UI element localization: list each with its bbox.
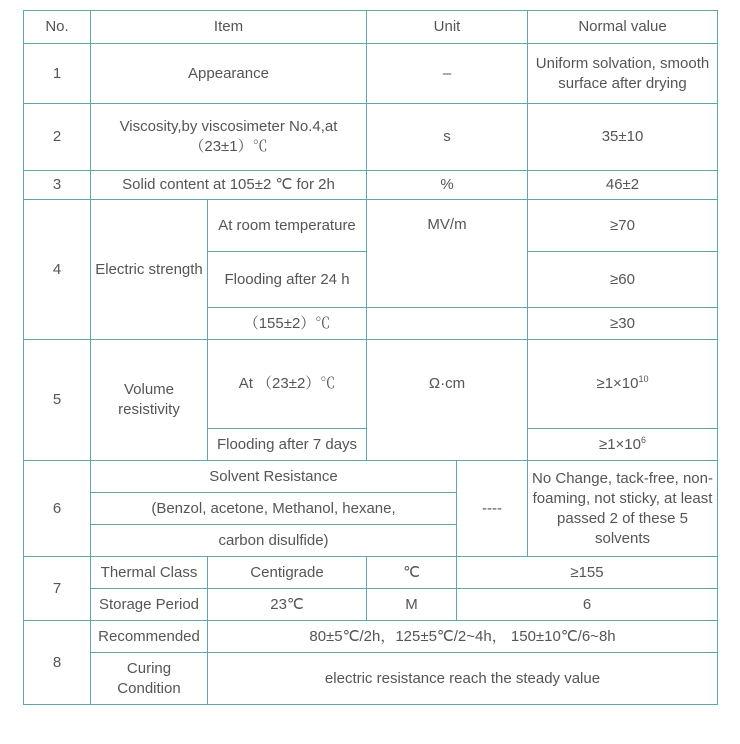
- sub-item-cell: At room temperature: [208, 200, 367, 252]
- item-cell: [91, 340, 208, 461]
- header-normal-value: Normal value: [528, 11, 718, 44]
- row-no: 4: [24, 200, 91, 340]
- sub-item-cell: Flooding after 7 days: [208, 429, 367, 461]
- item-cell: Solvent Resistance: [91, 461, 457, 493]
- row-no: 5: [24, 340, 91, 461]
- header-unit: Unit: [367, 11, 528, 44]
- value-cell: 35±10: [528, 104, 718, 171]
- sub-item-cell: 23℃: [208, 589, 367, 621]
- item-cell: Recommended: [91, 621, 208, 653]
- value-cell: ≥60: [528, 252, 718, 308]
- value-cell: Uniform solvation, smooth surface after drying: [528, 44, 718, 104]
- item-line: resistivity: [118, 401, 180, 418]
- table-row: [24, 104, 718, 171]
- value-cell: ≥155: [457, 557, 718, 589]
- sub-item-cell: （155±2）℃: [208, 308, 367, 340]
- item-line: （23±1）℃: [189, 138, 268, 155]
- row-no: 1: [24, 44, 91, 104]
- row-no: 2: [24, 104, 91, 171]
- unit-cell: %: [367, 171, 528, 200]
- table-row: [24, 44, 718, 104]
- unit-cell: Ω·cm: [367, 340, 528, 461]
- item-cell: Electric strength: [91, 200, 208, 340]
- item-line: Volume: [123, 381, 175, 398]
- value-cell: 6: [457, 589, 718, 621]
- value-exponent: 6: [641, 434, 647, 445]
- item-cell: Thermal Class: [91, 557, 208, 589]
- item-cell: Storage Period: [91, 589, 208, 621]
- value-exponent: 10: [638, 374, 649, 384]
- item-line: Viscosity,by viscosimeter No.4,at: [119, 118, 338, 135]
- row-no: 6: [24, 461, 91, 557]
- row-no: 8: [24, 621, 91, 705]
- table-row: [24, 171, 718, 200]
- table-row: [24, 200, 718, 252]
- value-base: ≥1×10: [598, 435, 641, 453]
- sub-item-cell: Flooding after 24 h: [208, 252, 367, 308]
- table-row: [24, 621, 718, 653]
- unit-cell: M: [367, 589, 457, 621]
- header-row: [24, 11, 718, 44]
- value-base: ≥1×10: [596, 375, 639, 392]
- value-cell: [528, 340, 718, 429]
- unit-cell: ℃: [367, 557, 457, 589]
- value-cell: 80±5℃/2h，125±5℃/2~4h， 150±10℃/6~8h: [208, 621, 718, 653]
- value-cell: ≥30: [528, 308, 718, 340]
- table-row: [24, 340, 718, 429]
- unit-cell: –: [367, 44, 528, 104]
- item-cell: carbon disulfide): [91, 525, 457, 557]
- row-no: 3: [24, 171, 91, 200]
- item-cell: [91, 104, 367, 171]
- unit-cell: s: [367, 104, 528, 171]
- header-no: No.: [24, 11, 91, 44]
- sub-item-cell: At （23±2）℃: [208, 340, 367, 429]
- row-no: 7: [24, 557, 91, 621]
- item-cell: Appearance: [91, 44, 367, 104]
- spec-table: [23, 10, 718, 705]
- unit-cell: ----: [457, 461, 528, 557]
- item-cell: Solid content at 105±2 ℃ for 2h: [91, 171, 367, 200]
- value-cell: No Change, tack-free, non-foaming, not sticky, at least passed 2 of these 5 solvents: [528, 461, 718, 557]
- table-row: [24, 557, 718, 589]
- sub-item-cell: Centigrade: [208, 557, 367, 589]
- header-item: Item: [91, 11, 367, 44]
- value-cell: [528, 429, 718, 461]
- value-cell: ≥70: [528, 200, 718, 252]
- table-row: [24, 653, 718, 705]
- item-cell: Curing Condition: [91, 653, 208, 705]
- table-row: [24, 461, 718, 493]
- table-row: [24, 589, 718, 621]
- unit-cell: MV/m: [367, 200, 528, 308]
- value-cell: electric resistance reach the steady value: [208, 653, 718, 705]
- value-cell: 46±2: [528, 171, 718, 200]
- item-cell: (Benzol, acetone, Methanol, hexane,: [91, 493, 457, 525]
- unit-cell: [367, 308, 528, 340]
